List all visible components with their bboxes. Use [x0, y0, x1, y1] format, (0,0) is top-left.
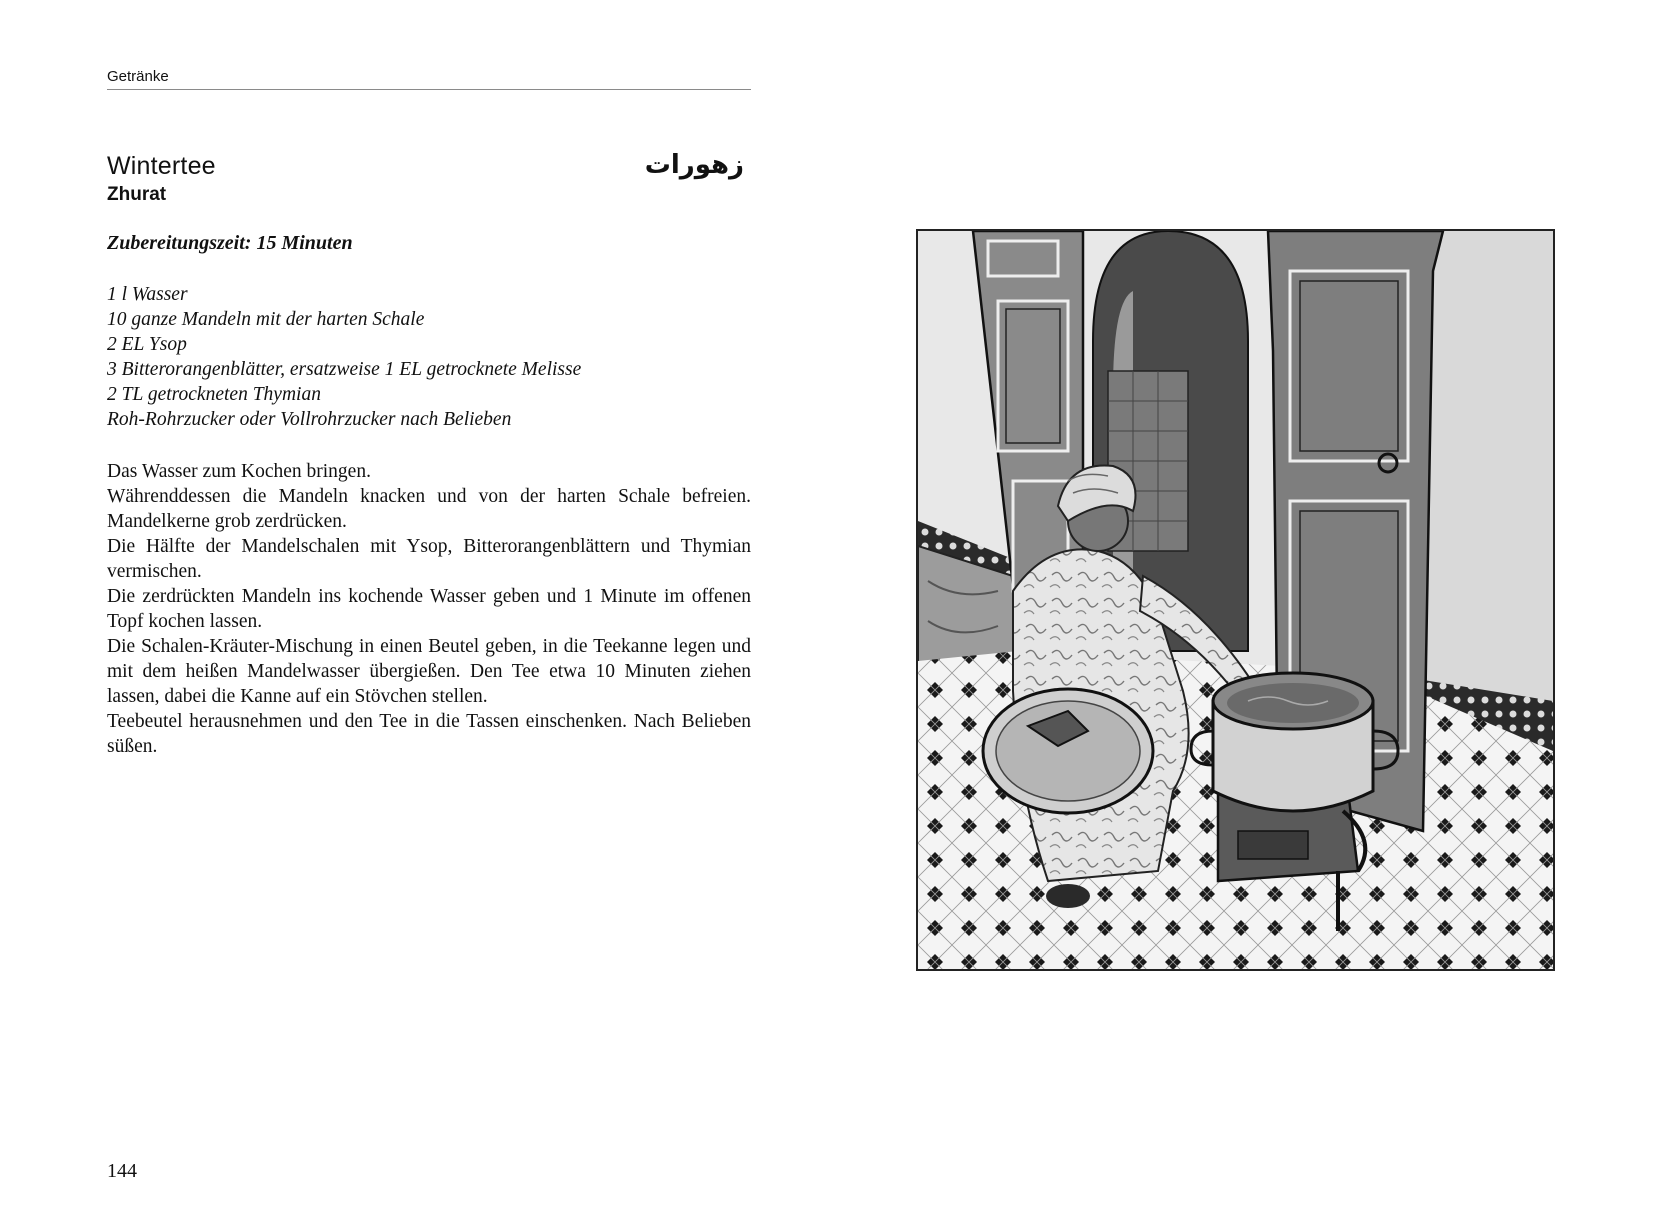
instruction-step: Die Hälfte der Mandelschalen mit Ysop, Bitterorangenblättern und Thymian vermischen. — [107, 536, 751, 582]
ingredient-item: Roh-Rohrzucker oder Vollrohrzucker nach Belieben — [107, 409, 512, 430]
instructions — [107, 459, 751, 759]
instruction-step: Das Wasser zum Kochen bringen. — [107, 461, 371, 482]
instruction-step: Teebeutel herausnehmen und den Tee in die Tassen einschenken. Nach Belieben süßen. — [107, 711, 751, 757]
illustration-woman-cooking-tea — [916, 229, 1555, 971]
ingredient-item: 3 Bitterorangenblätter, ersatzweise 1 EL getrocknete Melisse — [107, 359, 582, 380]
ingredient-list — [107, 282, 581, 432]
ingredient-item: 2 EL Ysop — [107, 334, 187, 355]
instruction-step: Die Schalen-Kräuter-Mischung in einen Beutel geben, in die Teekanne legen und mit dem heißen Mandelwasser übergießen. Den Tee etwa 10 Minuten ziehen lassen, dabei die Kanne auf ein Stövchen stellen. — [107, 636, 751, 707]
ingredient-item: 10 ganze Mandeln mit der harten Schale — [107, 309, 425, 330]
recipe-subtitle: Zhurat — [107, 184, 167, 205]
ingredient-item: 1 l Wasser — [107, 284, 188, 305]
recipe-title: Wintertee — [107, 152, 216, 180]
prep-time: Zubereitungszeit: 15 Minuten — [107, 232, 353, 254]
ingredient-item: 2 TL getrockneten Thymian — [107, 384, 321, 405]
instruction-step: Die zerdrückten Mandeln ins kochende Wasser geben und 1 Minute im offenen Topf kochen lassen. — [107, 586, 751, 632]
running-head: Getränke — [107, 68, 751, 90]
page-number: 144 — [107, 1160, 137, 1182]
recipe-arabic-title: زهورات — [644, 150, 744, 180]
instruction-step: Währenddessen die Mandeln knacken und von der harten Schale befreien. Mandelkerne grob zerdrücken. — [107, 486, 751, 532]
